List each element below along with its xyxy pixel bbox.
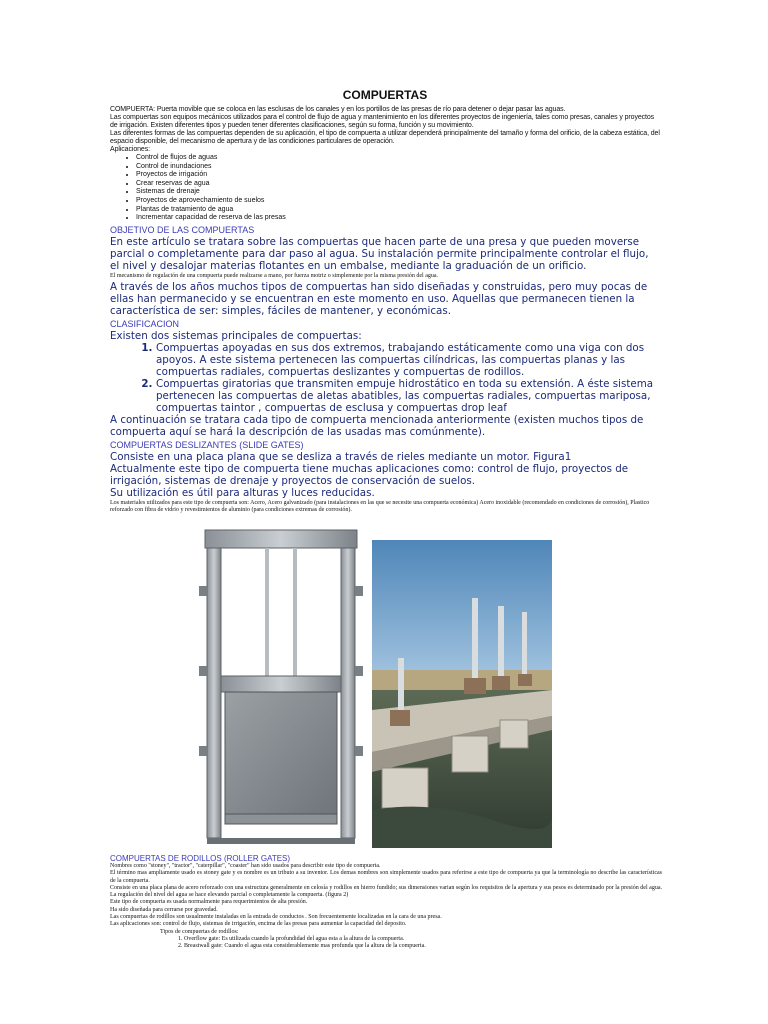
roller-text: Nombres como "stoney", "tractor", "caterpillar", "coaster" han sido usados para describir este tipo de compuerta.	[110, 863, 381, 869]
slide-text: Su utilización es útil para alturas y luces reducidas.	[110, 486, 375, 499]
document-body	[110, 88, 660, 515]
slide-text: Consiste en una placa plana que se desliza a través de rieles mediante un motor. Figura1	[110, 450, 572, 463]
classification-intro: Existen dos sistemas principales de compuertas:	[110, 329, 362, 342]
list-item: 2. Breastwall gate: Cuando el agua esta considerablemente mas profunda que la altura de la compuerta.	[178, 943, 426, 950]
roller-types-intro: Tipos de compuertas de rodillos:	[160, 928, 239, 935]
classification-list	[110, 342, 660, 414]
applications-label: Aplicaciones:	[110, 146, 150, 153]
page-title: COMPUERTAS	[342, 88, 428, 102]
intro-paragraph: Las compuertas son equipos mecánicos utilizados para el control de flujo de agua y mantenimiento en los diferentes proyectos de ingeniería, tales como presas, canales y proyectos de irrigación. Existen diferentes tipos y pueden tener diferentes clasificaciones, según su forma, función y su movimiento.	[110, 114, 655, 129]
list-item: • Proyectos de aprovechamiento de suelos	[136, 197, 660, 206]
list-item: 1. Compuertas apoyadas en sus dos extremos, trabajando estáticamente como una viga con dos apoyos. A este sistema pertenecen las compuertas cilíndricas, las compuertas planas y las compuertas radiales, compuertas deslizantes y compuertas de rodillos.	[156, 342, 660, 378]
slide-gates-heading: COMPUERTAS DESLIZANTES (SLIDE GATES)	[110, 439, 304, 450]
list-item: 1. Overflow gate: Es utilizada cuando la profundidad del agua esta a la altura de la compuerta.	[178, 935, 405, 942]
list-item: • Plantas de tratamiento de agua	[136, 206, 660, 215]
list-item: • Proyectos de irrigación	[136, 171, 660, 180]
intro-section	[110, 106, 660, 154]
slide-gate-photo	[195, 526, 367, 848]
roller-gates-section	[110, 854, 662, 951]
roller-text: Las compuertas de rodillos son usualmente instaladas en la entrada de conductos . Son frecuentemente localizadas en la cara de una presa.	[110, 914, 442, 921]
roller-text: Consiste en una placa plana de acero reforzado con una estructura generalmente en celosía y rodillos en hierro fundido; sus dimensiones varian según los requisitos de la apertura y sus pesos es determinado por la presión del agua. La regulación del nivel del agua se hace elevando parcial o completamente la compuerta. (figura 2)	[110, 884, 662, 899]
list-item: 2. Compuertas giratorias que transmiten empuje hidrostático en toda su extensión. A éste sistema pertenecen las compuertas de aletas abatibles, las compuertas radiales, compuertas mariposa, compuertas taintor , compuertas de esclusa y compuertas drop leaf	[156, 378, 660, 414]
list-item: • Crear reservas de agua	[136, 180, 660, 189]
roller-text: El término mas ampliamente usado es stoney gate y es nombre es un tributo a su inventor. Los demas nombres son simplemente usados para referirse a este tipo de compuerta ya que la terminología no describe las características de la compuerta.	[110, 870, 662, 884]
history-text: A través de los años muchos tipos de compuertas han sido diseñadas y construidas, pero muy pocas de ellas han permanecido y se encuentran en este momento en uso. Aquellas que permanecen tienen la característica de ser: simples, fáciles de mantener, y económicas.	[110, 280, 648, 317]
roller-text: Las aplicaciones son: control de flujo, sistemas de irrigación, encima de las presas para aumentar la capacidad del deposito.	[110, 921, 407, 928]
list-item: • Control de flujos de aguas	[136, 154, 660, 163]
intro-paragraph: Las diferentes formas de las compuertas dependen de su aplicación, el tipo de compuerta a utilizar dependerá principalmente del tamaño y forma del orificio, de la cabeza estática, del espacio disponible, del mecanismo de apertura y de las condiciones particulares de operación.	[110, 130, 660, 145]
objective-text: En este artículo se tratara sobre las compuertas que hacen parte de una presa y que pueden moverse parcial o completamente para dar paso al agua. Su instalación permite principalmente controlar el flujo, el nivel y desalojar materias flotantes en un embalse, mediante la graduación de un orificio.	[110, 235, 649, 272]
list-item: • Sistemas de drenaje	[136, 188, 660, 197]
mechanism-note: El mecanismo de regulación de una compuerta puede realizarse a mano, por fuerza motriz o simplemente por la misma presión del agua.	[110, 272, 439, 279]
continuation-text: A continuación se tratara cada tipo de compuerta mencionada anteriormente (existen muchos tipos de compuerta aquí se hará la descripción de las usadas mas comúnmente).	[110, 413, 644, 438]
roller-text: Ha sido diseñada para cerrarse por gravedad.	[110, 906, 218, 913]
roller-gates-heading: COMPUERTAS DE RODILLOS (ROLLER GATES)	[110, 854, 291, 863]
classification-heading: CLASIFICACION	[110, 318, 180, 329]
applications-list	[110, 154, 660, 223]
list-item: • Incrementar capacidad de reserva de las presas	[136, 214, 660, 223]
materials-note: Los materiales utilizados para este tipo de compuerta son: Acero, Acero galvanizado (para instalaciones en las que se necesite una compuerta económica) Acero inoxidable (recomendado en condiciones de corrosión), Plastico reforzado con fibra de vidrio y revestimientos de aluminio (para condiciones extremas de corrosión).	[110, 499, 650, 513]
canal-gates-photo	[372, 540, 552, 848]
intro-paragraph: COMPUERTA: Puerta movible que se coloca en las esclusas de los canales y en los portillos de las presas de río para detener o dejar pasar las aguas.	[110, 106, 566, 113]
objective-heading: OBJETIVO DE LAS COMPUERTAS	[110, 224, 255, 235]
roller-text: Este tipo de compuerta es usada normalmente para requerimientos de alta presión.	[110, 899, 308, 906]
slide-text: Actualmente este tipo de compuerta tiene muchas aplicaciones como: control de flujo, proyectos de irrigación, sistemas de drenaje y proyectos de conservación de suelos.	[110, 462, 629, 487]
list-item: • Control de inundaciones	[136, 163, 660, 172]
figures	[195, 526, 555, 848]
